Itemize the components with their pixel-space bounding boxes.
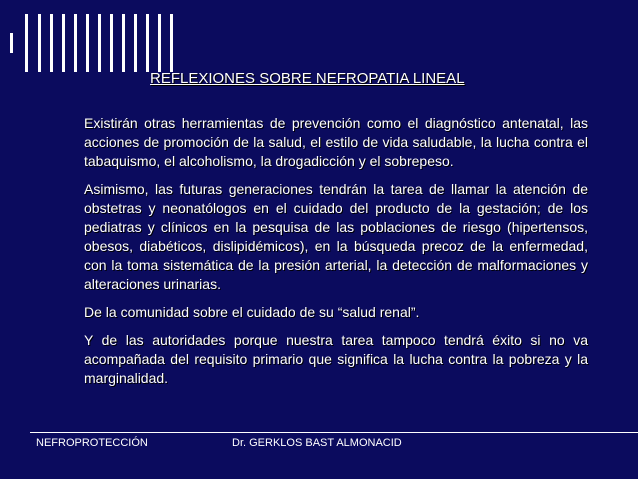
footer-divider (30, 432, 638, 433)
paragraph: Existirán otras herramientas de prevención como el diagnóstico antenatal, las acciones de promoción de la salud, el estilo de vida saludable, la lucha contra el tabaquismo, el alcoholismo, la drogadicción y el sobrepeso. (84, 115, 588, 169)
decorative-bar (122, 14, 125, 72)
slide-body (84, 114, 588, 397)
decorative-bar (50, 14, 53, 72)
paragraph: Asimismo, las futuras generaciones tendrán la tarea de llamar la atención de obstetras y neonatólogos en el cuidado del producto de la gestación; de los pediatras y clínicos en la pesquisa de las poblaciones de riesgo (hipertensos, obesos, diabéticos, dislipidémicos), en la búsqueda precoz de la enfermedad, con la toma sistemática de la presión arterial, la detección de malformaciones y alteraciones urinarias. (84, 181, 588, 292)
paragraph: Y de las autoridades porque nuestra tarea tampoco tendrá éxito si no va acompañada del requisito primario que significa la lucha contra la pobreza y la marginalidad. (84, 332, 588, 386)
decorative-bar (158, 14, 161, 72)
decorative-bar (38, 14, 41, 72)
slide-title: REFLEXIONES SOBRE NEFROPATIA LINEAL (150, 70, 465, 87)
decorative-bar (62, 14, 65, 72)
decorative-bar (10, 33, 13, 53)
decorative-bar (170, 14, 173, 72)
decorative-bar (98, 14, 101, 72)
decorative-bar (74, 14, 77, 72)
decorative-bar (134, 14, 137, 72)
decorative-bar (86, 14, 89, 72)
decorative-bar (110, 14, 113, 72)
decorative-bars (10, 14, 180, 72)
paragraph: De la comunidad sobre el cuidado de su “salud renal”. (84, 304, 420, 320)
footer-left-text: NEFROPROTECCIÓN (36, 437, 148, 449)
decorative-bar (146, 14, 149, 72)
decorative-bar (25, 14, 28, 72)
footer-author: Dr. GERKLOS BAST ALMONACID (232, 437, 402, 449)
